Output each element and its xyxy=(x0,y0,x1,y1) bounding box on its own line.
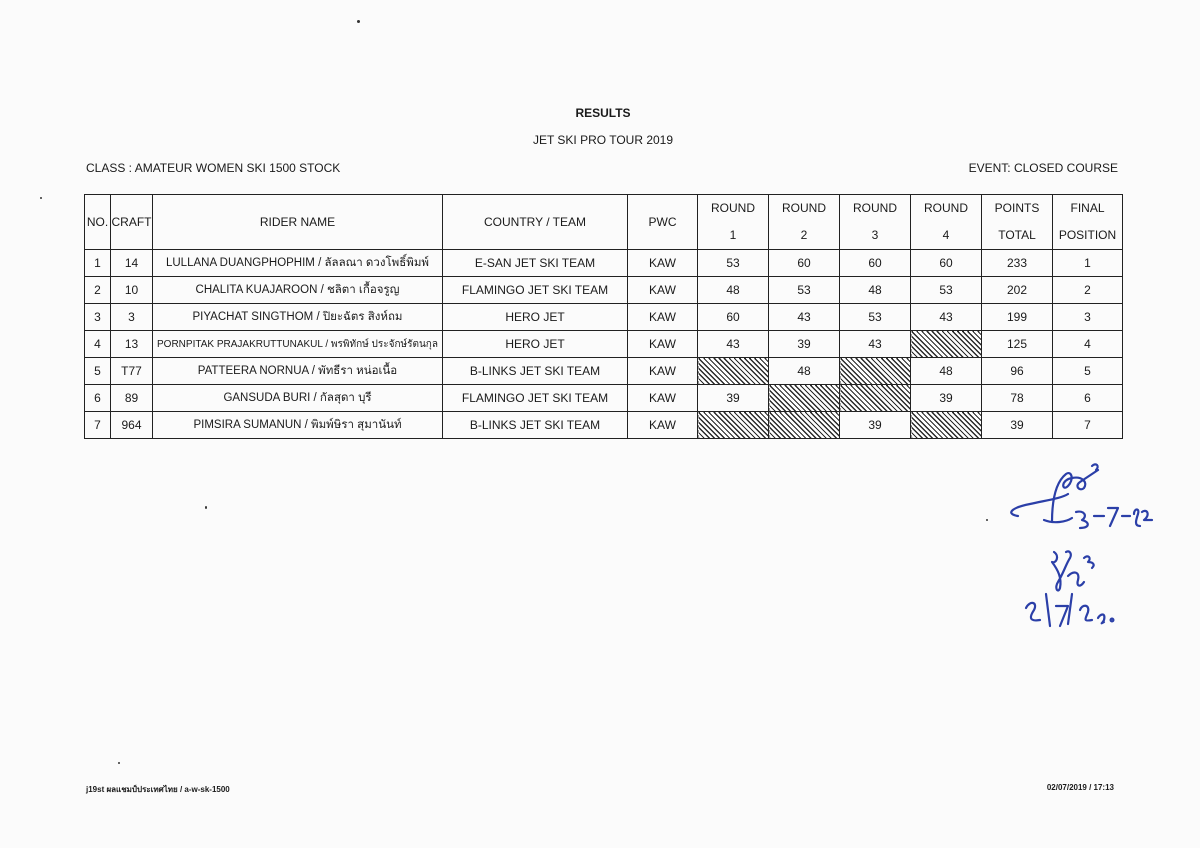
header-country-team: COUNTRY / TEAM xyxy=(443,195,628,250)
cell-position: 7 xyxy=(1053,412,1123,439)
no-score-hatched-cell xyxy=(698,358,769,385)
page-title: RESULTS xyxy=(575,106,631,120)
cell-team: B-LINKS JET SKI TEAM xyxy=(443,358,628,385)
table-row xyxy=(85,304,1123,331)
cell-no: 4 xyxy=(85,331,111,358)
cell-craft: 89 xyxy=(111,385,153,412)
page-subtitle: JET SKI PRO TOUR 2019 xyxy=(532,133,674,147)
table-header-row xyxy=(85,195,1123,250)
cell-team: HERO JET xyxy=(443,331,628,358)
cell-pwc: KAW xyxy=(628,250,698,277)
table-row xyxy=(85,250,1123,277)
cell-rider: CHALITA KUAJAROON / ชลิตา เกื้อจรูญ xyxy=(153,277,443,304)
cell-total: 199 xyxy=(982,304,1053,331)
results-table xyxy=(84,194,1123,439)
cell-r4: 39 xyxy=(911,385,982,412)
cell-no: 6 xyxy=(85,385,111,412)
cell-r4: 43 xyxy=(911,304,982,331)
scan-speck xyxy=(40,197,42,199)
cell-rider: PIMSIRA SUMANUN / พิมพ์ษิรา สุมานันท์ xyxy=(153,412,443,439)
cell-pwc: KAW xyxy=(628,358,698,385)
table-row xyxy=(85,277,1123,304)
cell-rider: PATTEERA NORNUA / พัทธีรา หน่อเนื้อ xyxy=(153,358,443,385)
cell-r4: 48 xyxy=(911,358,982,385)
cell-total: 233 xyxy=(982,250,1053,277)
no-score-hatched-cell xyxy=(911,412,982,439)
cell-team: HERO JET xyxy=(443,304,628,331)
cell-r2: 60 xyxy=(769,250,840,277)
cell-r3: 53 xyxy=(840,304,911,331)
cell-r2: 39 xyxy=(769,331,840,358)
cell-position: 2 xyxy=(1053,277,1123,304)
footer-timestamp: 02/07/2019 / 17:13 xyxy=(1046,783,1114,792)
no-score-hatched-cell xyxy=(698,412,769,439)
cell-pwc: KAW xyxy=(628,331,698,358)
cell-r4: 53 xyxy=(911,277,982,304)
header-pwc: PWC xyxy=(628,195,698,250)
cell-team: E-SAN JET SKI TEAM xyxy=(443,250,628,277)
scan-speck xyxy=(357,20,360,23)
cell-r1: 60 xyxy=(698,304,769,331)
header-round-2: ROUND 2 xyxy=(769,195,840,250)
header-final-position: FINAL POSITION xyxy=(1053,195,1123,250)
cell-position: 6 xyxy=(1053,385,1123,412)
cell-total: 125 xyxy=(982,331,1053,358)
cell-r1: 43 xyxy=(698,331,769,358)
cell-craft: 13 xyxy=(111,331,153,358)
event-label: EVENT: CLOSED COURSE xyxy=(968,161,1118,175)
cell-craft: 14 xyxy=(111,250,153,277)
cell-total: 78 xyxy=(982,385,1053,412)
cell-r2: 53 xyxy=(769,277,840,304)
no-score-hatched-cell xyxy=(769,385,840,412)
cell-pwc: KAW xyxy=(628,277,698,304)
cell-no: 5 xyxy=(85,358,111,385)
table-row xyxy=(85,412,1123,439)
cell-craft: T77 xyxy=(111,358,153,385)
cell-position: 5 xyxy=(1053,358,1123,385)
cell-r3: 48 xyxy=(840,277,911,304)
no-score-hatched-cell xyxy=(840,358,911,385)
no-score-hatched-cell xyxy=(911,331,982,358)
header-round-4: ROUND 4 xyxy=(911,195,982,250)
handwritten-signatures xyxy=(1000,460,1170,650)
cell-r2: 43 xyxy=(769,304,840,331)
footer-file-reference: j19st ผลแชมป์ประเทศไทย / a-w-sk-1500 xyxy=(86,785,230,794)
cell-pwc: KAW xyxy=(628,304,698,331)
cell-craft: 3 xyxy=(111,304,153,331)
no-score-hatched-cell xyxy=(840,385,911,412)
cell-total: 96 xyxy=(982,358,1053,385)
cell-r3: 60 xyxy=(840,250,911,277)
cell-position: 4 xyxy=(1053,331,1123,358)
class-label: CLASS : AMATEUR WOMEN SKI 1500 STOCK xyxy=(86,161,341,175)
header-craft: CRAFT xyxy=(111,195,153,250)
cell-r1: 53 xyxy=(698,250,769,277)
cell-r1: 39 xyxy=(698,385,769,412)
cell-team: FLAMINGO JET SKI TEAM xyxy=(443,277,628,304)
cell-total: 39 xyxy=(982,412,1053,439)
scan-speck xyxy=(118,762,120,764)
header-points-total: POINTS TOTAL xyxy=(982,195,1053,250)
cell-craft: 964 xyxy=(111,412,153,439)
cell-craft: 10 xyxy=(111,277,153,304)
cell-total: 202 xyxy=(982,277,1053,304)
cell-team: FLAMINGO JET SKI TEAM xyxy=(443,385,628,412)
cell-rider: PORNPITAK PRAJAKRUTTUNAKUL / พรพิทักษ์ ประจักษ์รัตนกุล xyxy=(153,331,443,358)
cell-no: 7 xyxy=(85,412,111,439)
cell-no: 1 xyxy=(85,250,111,277)
scan-speck xyxy=(986,519,988,521)
header-rider-name: RIDER NAME xyxy=(153,195,443,250)
cell-no: 2 xyxy=(85,277,111,304)
cell-position: 3 xyxy=(1053,304,1123,331)
cell-r2: 48 xyxy=(769,358,840,385)
cell-r3: 39 xyxy=(840,412,911,439)
table-row xyxy=(85,331,1123,358)
table-row xyxy=(85,385,1123,412)
cell-team: B-LINKS JET SKI TEAM xyxy=(443,412,628,439)
header-no: NO. xyxy=(85,195,111,250)
header-round-3: ROUND 3 xyxy=(840,195,911,250)
table-row xyxy=(85,358,1123,385)
cell-r3: 43 xyxy=(840,331,911,358)
cell-rider: GANSUDA BURI / กัลสุดา บุรี xyxy=(153,385,443,412)
cell-no: 3 xyxy=(85,304,111,331)
cell-rider: LULLANA DUANGPHOPHIM / ลัลลณา ดวงโพธิ์พิมพ์ xyxy=(153,250,443,277)
cell-pwc: KAW xyxy=(628,412,698,439)
cell-r4: 60 xyxy=(911,250,982,277)
cell-rider: PIYACHAT SINGTHOM / ปิยะฉัตร สิงห์ถม xyxy=(153,304,443,331)
cell-r1: 48 xyxy=(698,277,769,304)
header-round-1: ROUND 1 xyxy=(698,195,769,250)
scan-speck xyxy=(205,506,207,509)
cell-position: 1 xyxy=(1053,250,1123,277)
no-score-hatched-cell xyxy=(769,412,840,439)
cell-pwc: KAW xyxy=(628,385,698,412)
